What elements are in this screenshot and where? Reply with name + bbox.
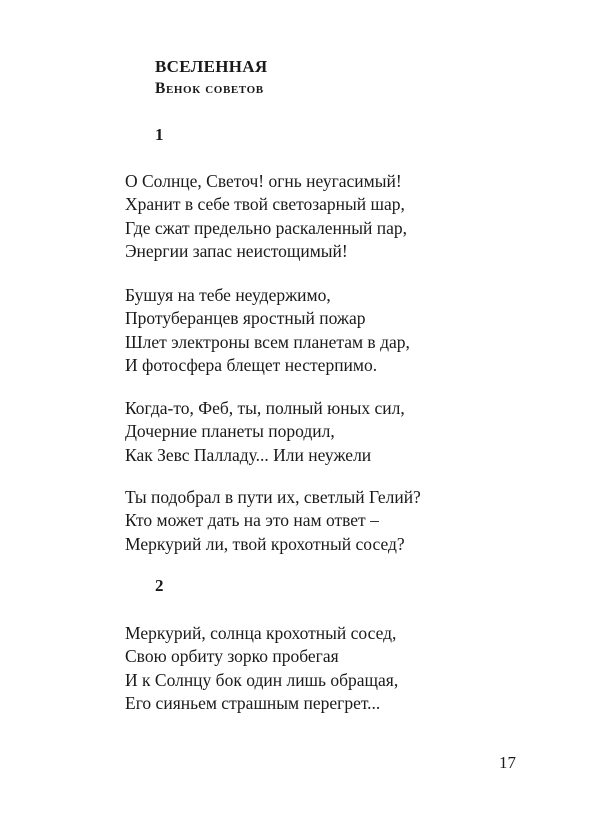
verse-line: Свою орбиту зорко пробегая (125, 646, 339, 667)
poem-subtitle: Венок советов (155, 80, 264, 97)
stanza-1-2 (125, 284, 410, 377)
verse-line: Хранит в себе твой светозарный шар, (125, 194, 405, 215)
stanza-1-1 (125, 170, 407, 263)
verse-line: Его сияньем страшным перегрет... (125, 692, 381, 713)
verse-line: Шлет электроны всем планетам в дар, (125, 331, 410, 352)
verse-line: Как Зевс Палладу... Или неужели (125, 444, 372, 465)
verse-line: Ты подобрал в пути их, светлый Гелий? (125, 487, 421, 507)
page-number: 17 (499, 753, 516, 772)
verse-line: Когда-то, Феб, ты, полный юных сил, (125, 398, 405, 418)
verse-line: И к Солнцу бок один лишь обращая, (125, 669, 399, 690)
verse-line: Меркурий, солнца крохотный сосед, (125, 623, 397, 643)
poem-title: ВСЕЛЕННАЯ (155, 57, 268, 76)
stanza-2-1 (125, 622, 398, 715)
verse-line: Энергии запас неистощимый! (125, 240, 348, 261)
section-number-2: 2 (155, 576, 164, 595)
verse-line: Протуберанцев яростный пожар (125, 308, 366, 329)
section-number-1: 1 (155, 125, 164, 144)
verse-line: Где сжат предельно раскаленный пар, (125, 217, 407, 238)
verse-line: Дочерние планеты породил, (125, 421, 335, 442)
verse-line: О Солнце, Светоч! огнь неугасимый! (125, 171, 402, 191)
verse-line: Кто может дать на это нам ответ – (125, 510, 379, 531)
verse-line: Бушуя на тебе неудержимо, (125, 285, 331, 305)
verse-line: Меркурий ли, твой крохотный сосед? (125, 533, 405, 554)
stanza-1-3 (125, 397, 405, 467)
stanza-1-4 (125, 486, 421, 556)
verse-line: И фотосфера блещет нестерпимо. (125, 354, 378, 375)
